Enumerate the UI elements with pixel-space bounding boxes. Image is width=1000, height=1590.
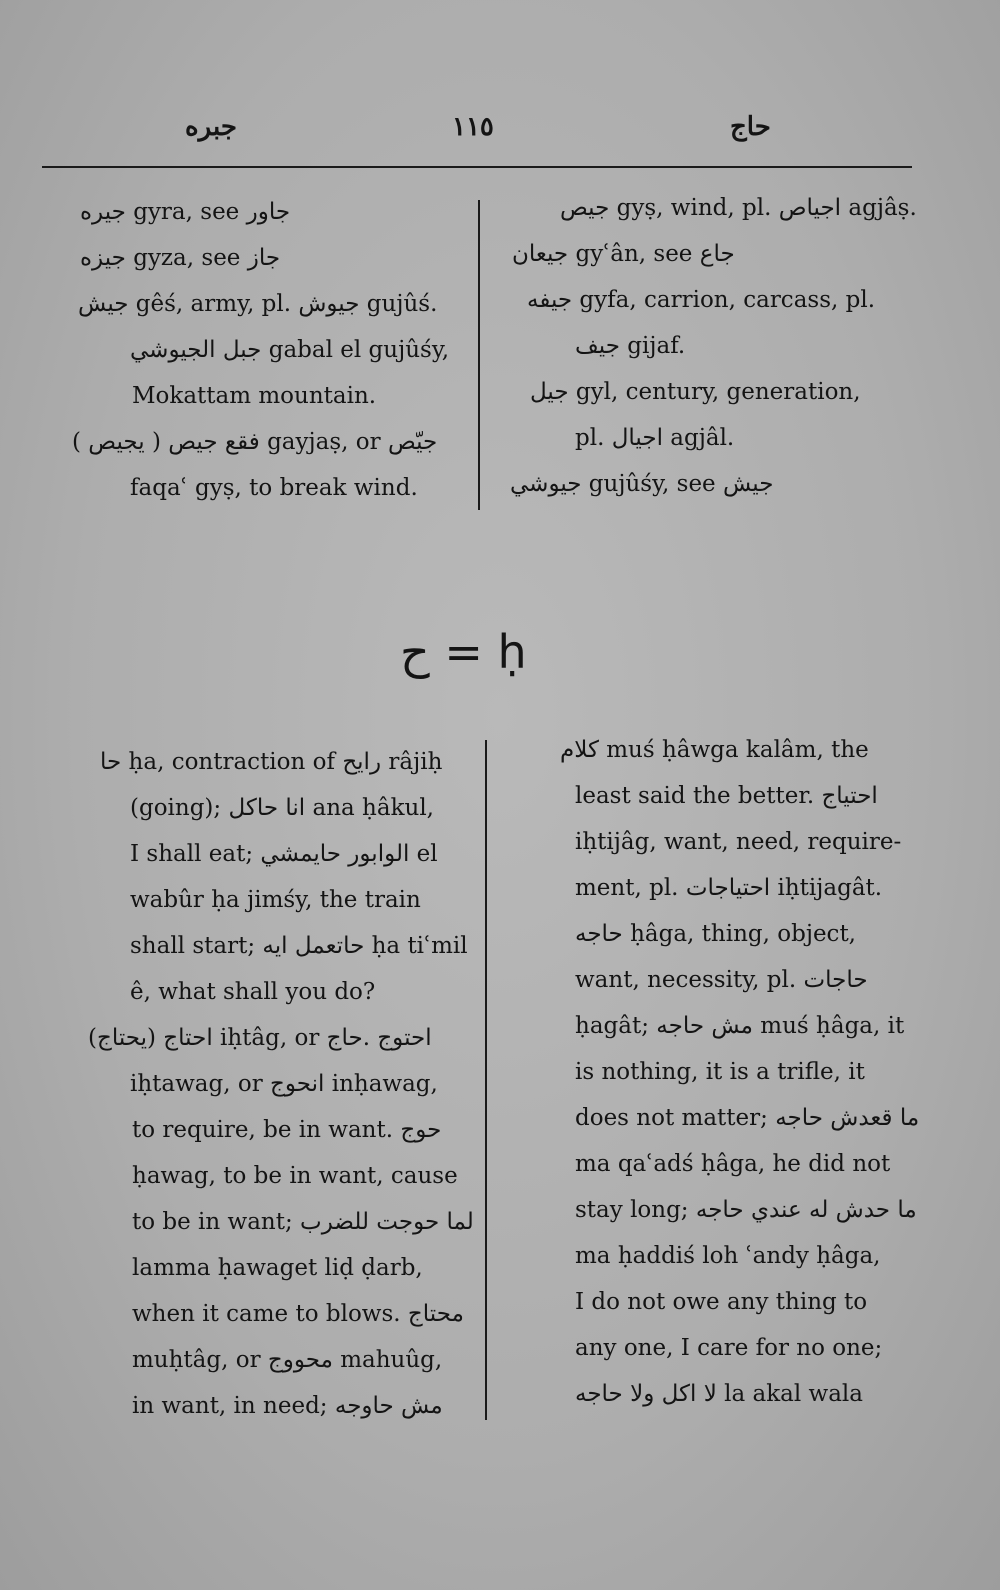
entry-line: is nothing, it is a trifle, it — [575, 1059, 865, 1085]
top-column-divider — [478, 200, 480, 510]
entry-line: جيف gijaf. — [575, 333, 686, 359]
entry-line: (going); انا حاكل ana ḥâkul, — [130, 795, 434, 821]
entry-line: جيوشي gujûśy, see جيش — [510, 471, 774, 497]
entry-line: حا ḥa, contraction of رايح râjiḥ — [100, 749, 443, 775]
entry-line: لا اكل ولا حاجه la akal wala — [575, 1381, 863, 1407]
entry-line: I shall eat; الوابور حايمشي el — [130, 841, 438, 867]
entry-line: ḥagât; مش حاجه muś ḥâga, it — [575, 1013, 905, 1039]
entry-line: جيزه gyza, see جاز — [80, 245, 281, 271]
entry-line: want, necessity, pl. حاجات — [575, 967, 868, 993]
entry-line: I do not owe any thing to — [575, 1289, 868, 1315]
entry-line: shall start; حاتعمل ايه ḥa tiʿmil — [130, 933, 468, 959]
entry-line: any one, I care for no one; — [575, 1335, 883, 1361]
entry-line: كلام muś ḥâwga kalâm, the — [560, 737, 869, 763]
entry-line: ment, pl. احتياجات iḥtijagât. — [575, 875, 883, 901]
section-letter-heading: ح = ḥ — [400, 625, 527, 679]
entry-line: ê, what shall you do? — [130, 979, 376, 1005]
entry-line: stay long; ما حدش له عندي حاجه — [575, 1197, 917, 1223]
entry-line: pl. اجيال agjâl. — [575, 425, 735, 451]
entry-line: when it came to blows. محتاج — [132, 1301, 464, 1327]
bottom-column-divider — [485, 740, 487, 1420]
page-number: ١١٥ — [452, 112, 494, 142]
entry-line: ma qaʿadś ḥâga, he did not — [575, 1151, 891, 1177]
entry-line: faqaʿ gyṣ, to break wind. — [130, 475, 418, 501]
entry-line: جيفه gyfa, carrion, carcass, pl. — [527, 287, 876, 313]
entry-line: iḥtijâg, want, need, require- — [575, 829, 902, 855]
entry-line: جبل الجيوشي gabal el gujûśy, — [130, 337, 450, 363]
entry-line: Mokattam mountain. — [132, 383, 377, 409]
entry-line: in want, in need; مش حاوجه — [132, 1393, 443, 1419]
header-left-word: جبره — [185, 112, 237, 142]
entry-line: حاجه ḥâga, thing, object, — [575, 921, 856, 947]
entry-line: جيل gyl, century, generation, — [530, 379, 861, 405]
entry-line: muḥtâg, or محووج mahuûg, — [132, 1347, 443, 1373]
entry-line: جيره gyra, see جاور — [80, 199, 291, 225]
entry-line: to be in want; لما حوجت للضرب — [132, 1209, 474, 1235]
entry-line: wabûr ḥa jimśy, the train — [130, 887, 421, 913]
entry-line: فقع جيص ( يجيص ) gayjaṣ, or جيّص — [72, 429, 438, 455]
entry-line: iḥtawag, or انحوج inḥawag, — [130, 1071, 438, 1097]
entry-line: lamma ḥawaget liḍ ḍarb, — [132, 1255, 423, 1281]
entry-line: احتاج (يحتاج) iḥtâg, or احتوج .حاج — [88, 1025, 432, 1051]
entry-line: ma ḥaddiś loh ʿandy ḥâga, — [575, 1243, 881, 1269]
entry-line: least said the better. احتياج — [575, 783, 878, 809]
entry-line: does not matter; ما قعدش حاجه — [575, 1105, 920, 1131]
header-rule — [42, 166, 912, 168]
header-right-word: حاج — [730, 112, 771, 142]
entry-line: جيص gyṣ, wind, pl. اجياص agjâṣ. — [560, 195, 917, 221]
entry-line: to require, be in want. حوج — [132, 1117, 442, 1143]
entry-line: جيش gêś, army, pl. جيوش gujûś. — [78, 291, 438, 317]
entry-line: ḥawag, to be in want, cause — [132, 1163, 458, 1189]
entry-line: جيعان gyʿân, see جاع — [512, 241, 735, 267]
